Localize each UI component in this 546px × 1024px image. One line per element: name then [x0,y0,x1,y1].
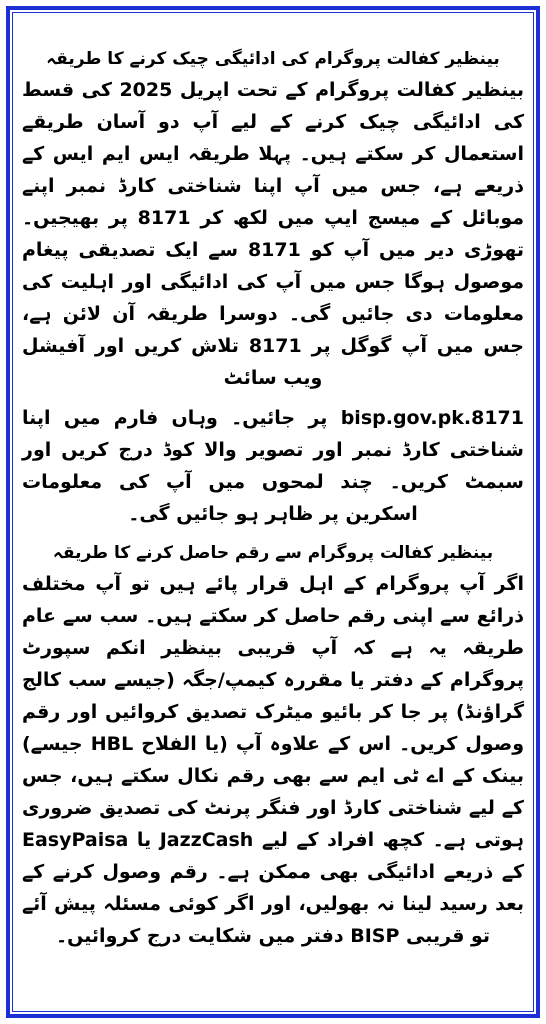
section1-paragraph-1: بینظیر کفالت پروگرام کے تحت اپریل 2025 کی قسط کی ادائیگی چیک کرنے کے لیے آپ دو آسان طریقے استعمال کر سکتے ہیں۔ پہلا طریقہ ایس ایم ایس کے ذریعے ہے، جس میں آپ اپنا شناختی کارڈ نمبر اپنے موبائل کے میسج ایپ میں لکھ کر 8171 پر بھیجیں۔ تھوڑی دیر میں آپ کو 8171 سے ایک تصدیقی پیغام موصول ہوگا جس میں آپ کی ادائیگی اور اہلیت کی معلومات دی جائیں گی۔ دوسرا طریقہ آن لائن ہے، جس میں آپ گوگل پر 8171 تلاش کریں اور آفیشل ویب سائٹ [22,79,525,389]
section2-title: بینظیر کفالت پروگرام سے رقم حاصل کرنے کا طریقہ [52,543,494,563]
article [22,44,524,952]
section2-paragraph-1: اگر آپ پروگرام کے اہل قرار پائے ہیں تو آپ مختلف ذرائع سے اپنی رقم حاصل کر سکتے ہیں۔ سب سے عام طریقہ یہ ہے کہ آپ قریبی بینظیر انکم سپورٹ پروگرام کے دفتر یا مقررہ کیمپ/جگہ (جیسے سب کالج گراؤنڈ) پر جا کر بائیو میٹرک تصدیق کروائیں اور رقم وصول کریں۔ اس کے علاوہ آپ (یا الفلاح HBL جیسے) بینک کے اے ٹی ایم سے بھی رقم نکال سکتے ہیں، جس کے لیے شناختی کارڈ اور فنگر پرنٹ کی تصدیق ضروری ہوتی ہے۔ کچھ افراد کے لیے JazzCash یا EasyPaisa کے ذریعے ادائیگی بھی ممکن ہے۔ رقم وصول کرنے کے بعد رسید لینا نہ بھولیں، اور اگر کوئی مسئلہ پیش آئے تو قریبی BISP دفتر میں شکایت درج کروائیں۔ [22,573,525,947]
section1-title: بینظیر کفالت پروگرام کی ادائیگی چیک کرنے کا طریقہ [46,49,500,69]
section1-paragraph-2: 8171.bisp.gov.pk پر جائیں۔ وہاں فارم میں اپنا شناختی کارڈ نمبر اور تصویر والا کوڈ درج کریں اور سبمٹ کریں۔ چند لمحوں میں آپ کی معلومات اسکرین پر ظاہر ہو جائیں گی۔ [22,407,524,525]
